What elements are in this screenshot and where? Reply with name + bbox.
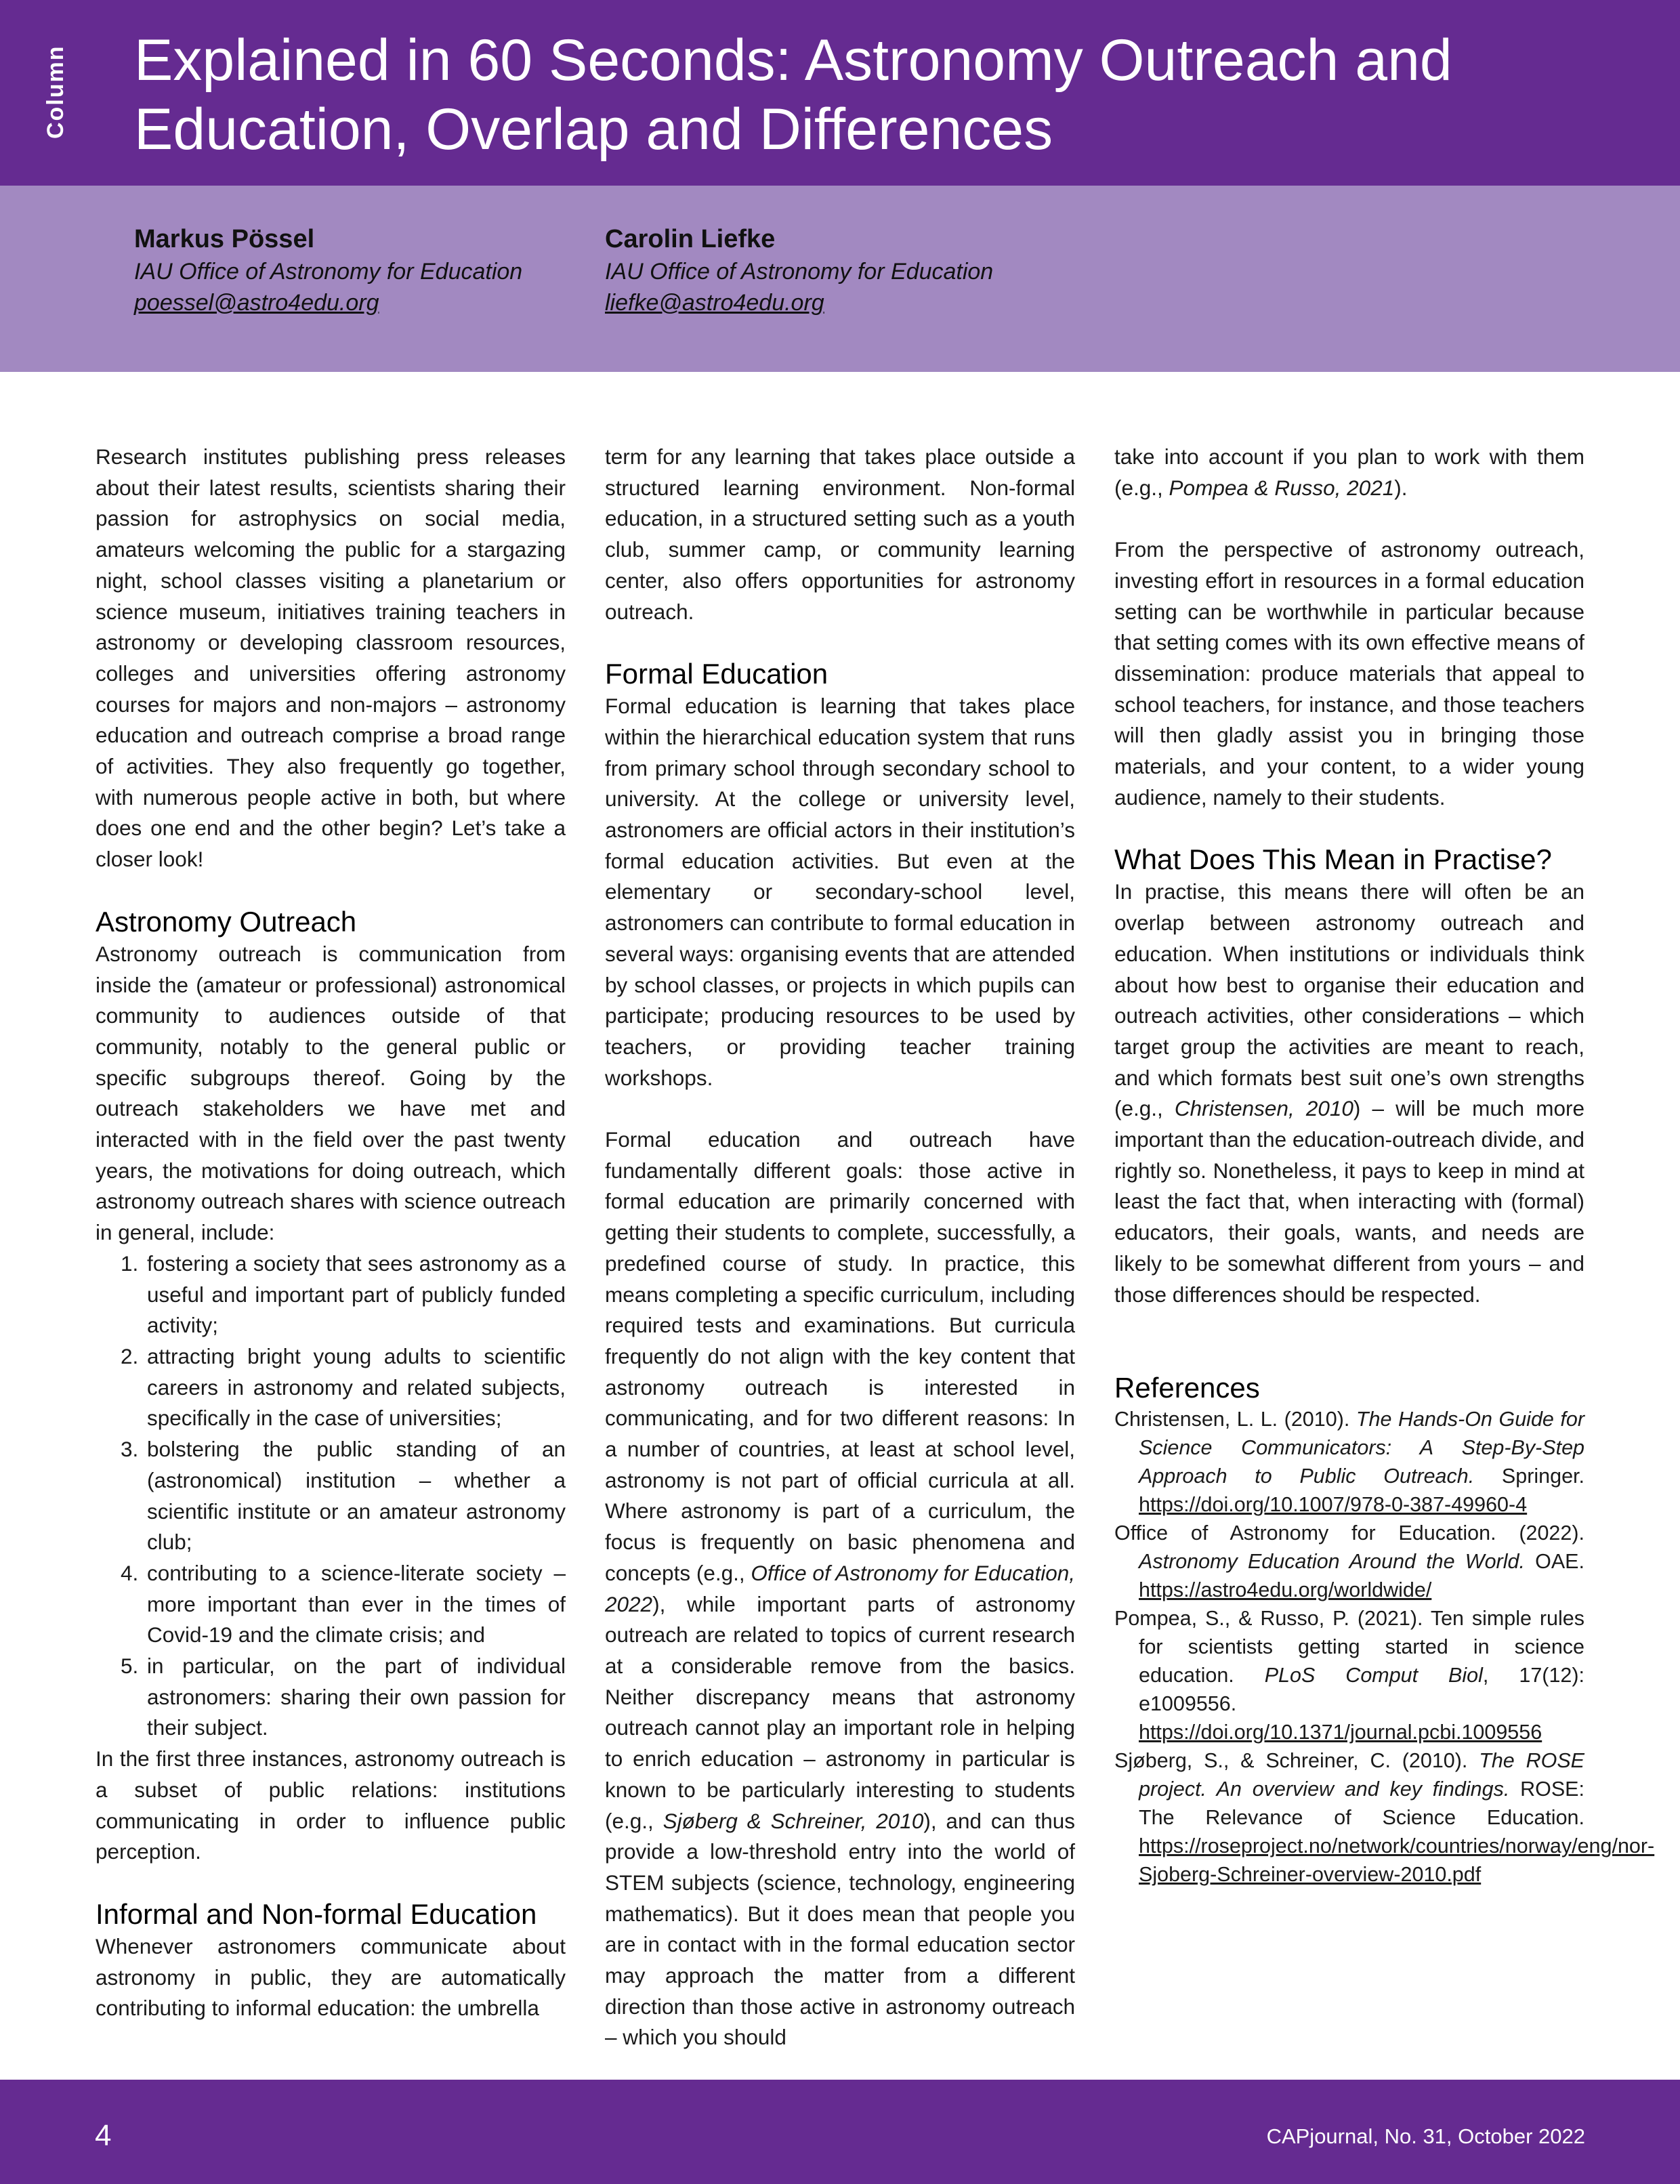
reference-item — [1114, 1405, 1584, 1519]
text-run: ) – will be much more important than the education-outreach divide, and rightly so. Nonetheless, it pays to keep in mind at least the fact that, when interacting with (formal) educators, their goals, wants, and needs are likely to be somewhat different from yours – and those differences should be respected. — [1114, 1096, 1584, 1307]
author-block — [134, 222, 595, 318]
ref-text: ROSE: The Relevance of Science Education. — [1139, 1778, 1584, 1830]
ref-link[interactable]: https://doi.org/10.1007/978-0-387-49960-4 — [1139, 1493, 1528, 1517]
citation: Sjøberg & Schreiner, 2010 — [663, 1808, 924, 1833]
ref-title: The Hands-On Guide for Science Communicators: A Step-By-Step Approach to Public Outreach. — [1139, 1408, 1584, 1488]
ref-link[interactable]: https://roseproject.no/network/countries/norway/eng/nor-Sjoberg-Schreiner-overview-2010.pdf — [1139, 1834, 1655, 1887]
section-tag: Column — [43, 45, 68, 139]
section-heading: Informal and Non-formal Education — [96, 1897, 537, 1930]
section-heading: Astronomy Outreach — [96, 905, 357, 938]
author-email-link[interactable]: liefke@astro4edu.org — [605, 290, 824, 316]
text-run: ). — [1394, 475, 1408, 500]
paragraph: From the perspective of astronomy outreach, investing effort in resources in a formal education setting can be worthwhile in particular because that setting comes with its own effective means of dissemination: produce materials that appeal to school teachers, for instance, and those teachers will then gladly assist you in bringing those materials, and your content, to a wider young audience, namely to their students. — [1114, 537, 1584, 810]
list-item: 2. attracting bright young adults to scientific careers in astronomy and related subjects, specifically in the case of universities; — [144, 1341, 566, 1434]
ref-title: The ROSE project. An overview and key findings. — [1139, 1749, 1584, 1801]
paragraph — [605, 1125, 1075, 2053]
text-run: In practise, this means there will often be an overlap between astronomy outreach and education. When institutions or individuals think about how best to organise their education and outreach activities, other considerations – which target group the activities are meant to reach, and which formats best suit one’s own strengths (e.g., — [1114, 879, 1584, 1121]
paragraph: Whenever astronomers communicate about astronomy in public, they are automatically contributing to informal education: the umbrella — [96, 1933, 566, 2021]
ref-text: Sjøberg, S., & Schreiner, C. (2010). — [1114, 1749, 1479, 1773]
text-run: Formal education and outreach have fundamentally different goals: those active in formal education are primarily concerned with getting their students to complete, successfully, a predefined course of study. In practice, this means completing a specific curriculum, including required tests and examinations. But curricula frequently do not align with the key content that astronomy outreach is interested in communicating, and for two different reasons: In a number of countries, at least at school level, astronomy is not part of official curricula at all. Where astronomy is part of a curriculum, the focus is frequently on basic phenomena and concepts (e.g., — [605, 1127, 1075, 1585]
page-footer — [0, 2080, 1680, 2184]
text-column-3 — [1114, 442, 1655, 1889]
ref-text: OAE. — [1524, 1550, 1584, 1574]
text-run: take into account if you plan to work with them (e.g., — [1114, 444, 1584, 500]
references-heading: References — [1114, 1372, 1260, 1404]
list-item: 4. contributing to a science-literate society – more important than ever in the times of Covid-19 and the climate crisis; and — [144, 1558, 566, 1651]
section-heading: What Does This Mean in Practise? — [1114, 843, 1552, 876]
references-list — [1114, 1405, 1655, 1889]
author-affiliation: IAU Office of Astronomy for Education — [605, 259, 994, 285]
citation: Office of Astronomy for Education, 2022 — [605, 1560, 1075, 1616]
ref-link[interactable]: https://doi.org/10.1371/journal.pcbi.1009556 — [1139, 1721, 1542, 1744]
paragraph — [1114, 442, 1584, 503]
intro-paragraph: Research institutes publishing press releases about their latest results, scientists sharing their passion for astrophysics on social media, amateurs welcoming the public for a stargazing night, school classes visiting a planetarium or science museum, initiatives training teachers in astronomy or developing classroom resources, colleges and universities offering astronomy courses for majors and non-majors – astronomy education and outreach comprise a broad range of activities. They also frequently go together, with numerous people active in both, but where does one end and the other begin? Let’s take a closer look! — [96, 444, 566, 872]
list-item: 1. fostering a society that sees astronomy as a useful and important part of publicly funded activity; — [144, 1248, 566, 1341]
author-block — [605, 222, 1066, 318]
ref-text: , 17(12): e1009556. — [1139, 1664, 1584, 1716]
reference-item — [1114, 1519, 1584, 1604]
ref-link[interactable]: https://astro4edu.org/worldwide/ — [1139, 1578, 1432, 1602]
author-name: Carolin Liefke — [605, 225, 776, 253]
ref-text: Pompea, S., & Russo, P. (2021). Ten simple rules for scientists getting started in science education. — [1114, 1607, 1584, 1687]
article-title: Explained in 60 Seconds: Astronomy Outreach and Education, Overlap and Differences — [134, 28, 1452, 162]
ref-title: PLoS Comput Biol — [1264, 1664, 1483, 1687]
ref-title: Astronomy Education Around the World. — [1139, 1550, 1525, 1574]
paragraph: Formal education is learning that takes place within the hierarchical education system that runs from primary school through secondary school to university. At the college or university level, astronomers are official actors in their institution’s formal education activities. But even at the elementary or secondary-school level, astronomers can contribute to formal education in several ways: organising events that are attended by school classes, or projects in which pupils can participate; producing resources to be used by teachers, or providing teacher training workshops. — [605, 694, 1075, 1090]
ref-text: Office of Astronomy for Education. (2022). — [1114, 1521, 1584, 1545]
page-number: 4 — [95, 2119, 112, 2152]
author-email-link[interactable]: poessel@astro4edu.org — [134, 290, 379, 316]
reference-item — [1114, 1604, 1584, 1746]
list-item: 3. bolstering the public standing of an (astronomical) institution – whether a scientific institute or an amateur astronomy club; — [144, 1434, 566, 1558]
citation: Christensen, 2010 — [1174, 1096, 1353, 1121]
ref-text: Springer. — [1474, 1465, 1584, 1488]
journal-info: CAPjournal, No. 31, October 2022 — [1266, 2124, 1585, 2148]
text-run: ), and can thus provide a low-threshold entry into the world of STEM subjects (science, technology, engineering mathematics). But it does mean that people you are in contact with in the formal education sector may approach the matter from a different direction than those active in astronomy outreach – which you should — [605, 1808, 1075, 2050]
list-item: 5. in particular, on the part of individual astronomers: sharing their own passion for their subject. — [144, 1651, 566, 1744]
citation: Pompea & Russo, 2021 — [1169, 475, 1395, 500]
paragraph — [1114, 877, 1584, 1310]
paragraph: In the first three instances, astronomy outreach is a subset of public relations: institutions communicating in order to influence public perception. — [96, 1746, 566, 1864]
ref-text: Christensen, L. L. (2010). — [1114, 1408, 1356, 1431]
text-column-1 — [96, 442, 566, 2024]
author-affiliation: IAU Office of Astronomy for Education — [134, 259, 523, 285]
reference-item — [1114, 1746, 1655, 1889]
section-heading: Formal Education — [605, 658, 828, 690]
page-header — [0, 0, 1680, 186]
text-run: ), while important parts of astronomy outreach are related to topics of current research at a considerable remove from the basics. Neither discrepancy means that astronomy outreach cannot play an important role in helping to enrich education – astronomy in particular is known to be particularly interesting to students (e.g., — [605, 1591, 1075, 1833]
paragraph: Astronomy outreach is communication from inside the (amateur or professional) astronomical community to audiences outside of that community, notably to the general public or specific subgroups thereof. Going by the outreach stakeholders we have met and interacted with in the field over the past twenty years, the motivations for doing outreach, which astronomy outreach shares with science outreach in general, include: — [96, 941, 566, 1245]
text-column-2 — [605, 442, 1075, 2053]
author-name: Markus Pössel — [134, 225, 315, 253]
motivations-list — [96, 1248, 566, 1744]
paragraph: term for any learning that takes place outside a structured learning environment. Non-formal education, in a structured setting such as a youth club, summer camp, or community learning center, also offers opportunities for astronomy outreach. — [605, 444, 1075, 624]
